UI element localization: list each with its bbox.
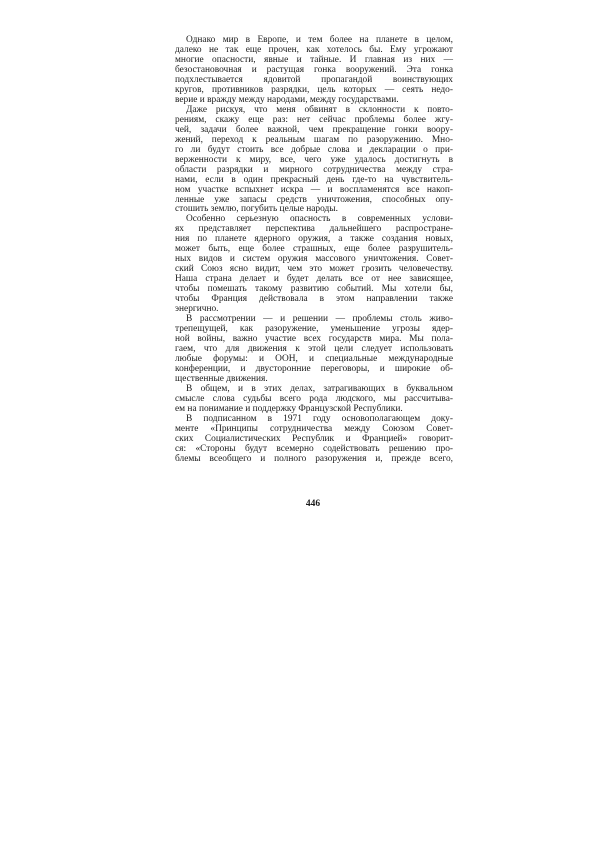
text-line: верие и вражду между народами, между государствами. (175, 94, 399, 105)
paragraph (175, 35, 453, 105)
text-line: смысле слова судьбы всего рода людского, мы рассчитыва- (175, 393, 453, 404)
text-line: Особенно серьезную опасность в современных услови- (186, 214, 453, 225)
text-line: чтобы Франция действовала в этом направлении также (175, 294, 453, 305)
text-line: трепещущей, как разоружение, уменьшение угрозы ядер- (175, 324, 453, 335)
text-line: гаем, что для движения к этой цели следует использовать (175, 344, 453, 355)
text-line: В рассмотрении — и решении — проблемы столь живо- (186, 314, 453, 325)
text-line: блемы всеобщего и полного разоружения и, прежде всего, (175, 453, 453, 464)
paragraph (175, 414, 453, 464)
paragraph (175, 384, 453, 414)
text-line: Наша страна делает и будет делать все от нее зависящее, (175, 274, 453, 285)
text-line: ем на понимание и поддержку Французской Республики. (175, 403, 403, 414)
text-line: рениям, скажу еще раз: нет сейчас проблемы более жгу- (175, 114, 453, 125)
text-line: нами, если в один прекрасный день где-то на чувствитель- (175, 174, 453, 185)
text-line: чей, задачи более важной, чем прекращение гонки воору- (175, 124, 453, 135)
text-line: ленные уже запасы средств уничтожения, способных опу- (175, 194, 453, 205)
text-line: безостановочная и растущая гонка вооружений. Эта гонка (175, 64, 453, 75)
page-number: 446 (305, 499, 321, 509)
text-line: ся: «Стороны будут всемерно содействовать решению про- (175, 443, 453, 454)
text-line: ной войны, важно участие всех государств мира. Мы пола- (175, 334, 453, 345)
text-line: ния по планете ядерного оружия, а также создания новых, (175, 234, 453, 245)
text-line: Однако мир в Европе, и тем более на планете в целом, (186, 35, 453, 45)
text-line: В подписанном в 1971 году основополагающем доку- (186, 413, 453, 424)
text-line: щественные движения. (175, 373, 268, 384)
text-line: многие опасности, явные и тайные. И главная из них — (175, 54, 453, 65)
text-line: ях представляет перспектива дальнейшего распростране- (175, 224, 453, 235)
text-line: стошить землю, погубить целые народы. (175, 204, 338, 215)
text-line: Даже рискуя, что меня обвинят в склонности к повто- (186, 104, 453, 115)
text-line: ских Социалистических Республик и Францией» говорит- (175, 433, 453, 444)
text-line: чтобы помешать такому развитию событий. Мы хотели бы, (175, 284, 453, 295)
text-line: любые форумы: и ООН, и специальные международные (175, 354, 453, 364)
text-line: ных видов и систем оружия массового уничтожения. Совет- (175, 254, 453, 265)
page-body-text (175, 35, 453, 464)
text-line: энергично. (175, 304, 219, 315)
text-line: подхлестывается ядовитой пропагандой воинствующих (175, 74, 453, 85)
text-line: жений, переход к реальным шагам по разоружению. Мно- (175, 134, 453, 145)
text-line: верженности к миру, все, чего уже удалось достигнуть в (175, 154, 453, 165)
text-line: кругов, противников разрядки, цель которых — сеять недо- (175, 84, 453, 95)
text-line: конференции, и двусторонние переговоры, и широкие об- (175, 363, 453, 374)
paragraph (175, 105, 453, 215)
text-line: ном участке вспыхнет искра — и воспламенятся все накоп- (175, 184, 453, 195)
text-line: менте «Принципы сотрудничества между Союзом Совет- (175, 423, 453, 434)
text-line: далеко не так еще прочен, как хотелось бы. Ему угрожают (175, 44, 453, 55)
paragraph (175, 314, 453, 384)
text-line: го ли будут стоить все добрые слова и декларации о при- (175, 144, 453, 155)
text-line: В общем, и в этих делах, затрагивающих в буквальном (186, 383, 453, 394)
text-line: области разрядки и мирного сотрудничества между стра- (175, 164, 453, 175)
paragraph (175, 214, 453, 314)
text-line: ский Союз ясно видит, чем это может грозить человечеству. (175, 264, 453, 275)
text-line: может быть, еще более страшных, еще более разрушитель- (175, 244, 453, 255)
